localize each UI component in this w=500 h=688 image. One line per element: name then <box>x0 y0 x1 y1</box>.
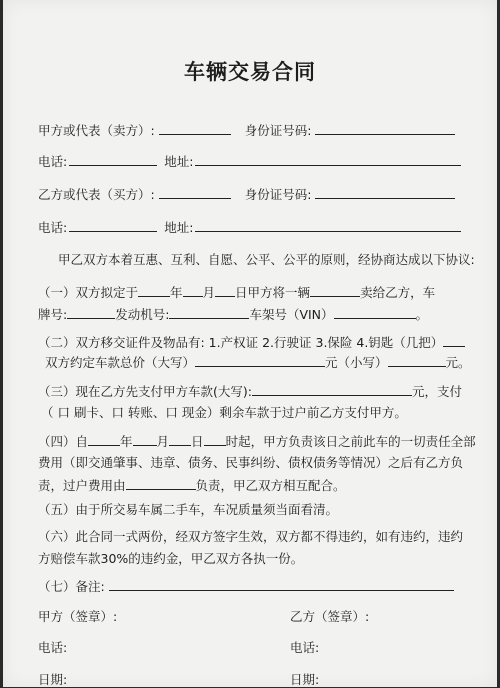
clause-4-year-label: 年 <box>120 434 133 449</box>
clause-5: （五）由于所交易车属二手车，车况质量须当面看清。 <box>38 502 339 517</box>
clause-3-line-2: （ 口 刷卡、口 转账、口 现金）剩余车款于过户前乙方支付甲方。 <box>41 405 407 420</box>
party-b-id-label: 身份证号码: <box>244 187 312 202</box>
party-a-row <box>38 121 455 139</box>
clause-7-row <box>38 577 454 595</box>
year-blank[interactable] <box>138 283 170 297</box>
clause-4-line-2: 费用（即交通肇事、违章、债务、民事纠纷、债权债务等情况）之后有乙方负 <box>38 455 464 470</box>
clause-1-year-label: 年 <box>170 285 183 300</box>
vehicle-blank[interactable] <box>310 283 360 297</box>
remarks-blank[interactable] <box>109 577 454 591</box>
total-lower-blank[interactable] <box>388 353 446 367</box>
preamble: 甲乙双方本着互惠、互利、自愿、公平、公平的原则，经协商达成以下协议: <box>58 252 475 267</box>
contract-page <box>3 0 497 687</box>
party-a-label: 甲方或代表（卖方）: <box>38 123 155 138</box>
clause-4-text-e: 时起，甲方负责该日之前此车的一切责任全部 <box>225 434 476 449</box>
party-a-sign-phone: 电话: <box>38 640 68 655</box>
day-blank[interactable] <box>215 283 235 297</box>
party-b-phone-label: 电话: <box>38 220 68 235</box>
transfer-fee-blank[interactable] <box>126 476 196 490</box>
clause-1-text-d: 日甲方将一辆 <box>235 285 311 300</box>
engine-blank[interactable] <box>169 305 249 319</box>
party-b-sign-phone: 电话: <box>290 640 320 655</box>
clause-4-day-label: 日 <box>191 434 204 449</box>
vin-blank[interactable] <box>334 305 416 319</box>
party-a-address-blank[interactable] <box>195 152 461 166</box>
party-b-address-label: 地址: <box>164 220 194 235</box>
party-b-label: 乙方或代表（买方）: <box>38 187 155 202</box>
c4-day-blank[interactable] <box>169 432 191 446</box>
party-b-name-blank[interactable] <box>159 185 231 199</box>
party-a-sign-date: 日期: <box>38 672 68 687</box>
party-a-name-blank[interactable] <box>159 121 231 135</box>
party-b-id-blank[interactable] <box>315 185 455 199</box>
clause-4-text-a: （四）自 <box>38 434 89 449</box>
clause-1-text-e: 卖给乙方，车 <box>360 285 436 300</box>
keys-blank[interactable] <box>443 333 465 347</box>
party-b-contact-row <box>38 218 461 236</box>
party-b-address-blank[interactable] <box>195 218 461 232</box>
clause-2-text: （二）双方移交证件及物品有: 1.产权证 2.行驶证 3.保险 4.钥匙（几把） <box>38 335 444 350</box>
clause-3-line-1 <box>38 382 462 400</box>
engine-label: 发动机号: <box>115 307 170 322</box>
party-a-phone-label: 电话: <box>38 154 68 169</box>
total-upper-label: 双方约定车款总价（大写） <box>45 355 196 370</box>
clause-3-text-b: 元，支付 <box>411 384 462 399</box>
party-a-address-label: 地址: <box>164 154 194 169</box>
c4-month-blank[interactable] <box>133 432 157 446</box>
party-b-phone-blank[interactable] <box>69 218 157 232</box>
clause-1-month-label: 月 <box>202 285 216 300</box>
party-a-phone-blank[interactable] <box>69 152 157 166</box>
clause-3-text-a: （三）现在乙方先支付甲方车款(大写): <box>38 384 252 399</box>
clause-2-end: 元。 <box>445 355 471 370</box>
total-upper-blank[interactable] <box>195 353 325 367</box>
c4-year-blank[interactable] <box>88 432 120 446</box>
party-b-sign-date: 日期: <box>290 672 320 687</box>
party-b-row <box>38 185 455 203</box>
clause-1-text-a: （一）双方拟定于 <box>38 285 139 300</box>
plate-label: 牌号: <box>38 307 68 322</box>
clause-2-line-1 <box>38 333 465 351</box>
clause-4-line-3 <box>38 476 346 494</box>
remarks-label: （七）备注: <box>38 579 105 594</box>
party-a-id-label: 身份证号码: <box>244 123 312 138</box>
clause-2-line-2 <box>45 353 471 371</box>
clause-4-line-1 <box>38 432 476 450</box>
party-a-sign-label: 甲方（签章）: <box>38 609 118 624</box>
clause-4-month-label: 月 <box>156 434 170 449</box>
page-title: 车辆交易合同 <box>184 60 316 84</box>
clause-4-text-end: 负责，甲乙双方相互配合。 <box>195 478 346 493</box>
prepay-blank[interactable] <box>252 382 412 396</box>
clause-1-line-1 <box>38 283 435 301</box>
clause-6-line-2: 方赔偿车款30%的违约金，甲乙双方各执一份。 <box>38 551 304 566</box>
total-lower-label: 元（小写） <box>325 355 388 370</box>
party-b-sign-label: 乙方（签章）: <box>290 609 370 624</box>
party-a-contact-row <box>38 152 461 170</box>
clause-4-text-fee: 责，过户费用由 <box>38 478 126 493</box>
clause-6-line-1: （六）此合同一式两份，经双方签字生效，双方都不得违约，如有违约，违约 <box>38 529 464 544</box>
month-blank[interactable] <box>183 283 203 297</box>
clause-1-line-2 <box>38 305 428 323</box>
party-a-id-blank[interactable] <box>315 121 455 135</box>
clause-1-end: 。 <box>415 307 429 322</box>
c4-hour-blank[interactable] <box>204 432 226 446</box>
plate-blank[interactable] <box>67 305 115 319</box>
vin-label: 车架号（VIN） <box>249 307 334 322</box>
